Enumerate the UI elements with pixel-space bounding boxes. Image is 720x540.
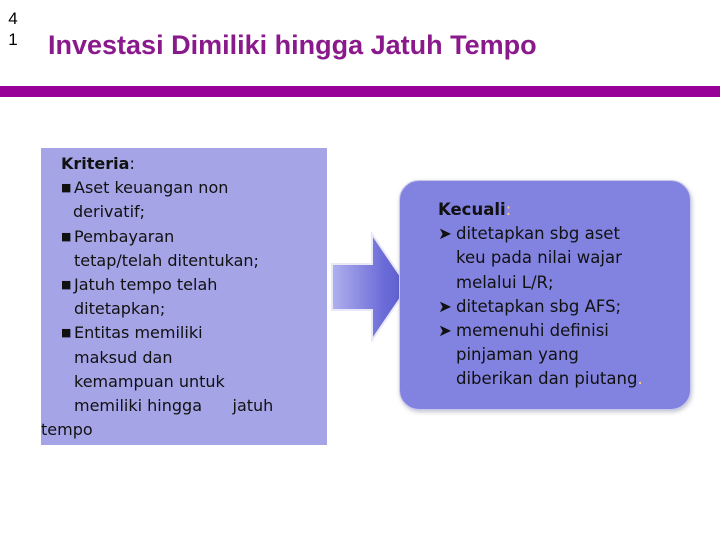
criteria-item: ■ Aset keuangan non derivatif; <box>61 178 229 222</box>
exceptions-heading: Kecuali: <box>438 200 512 219</box>
criteria-heading: Kriteria: <box>61 154 135 173</box>
arrowhead-bullet-icon: ➤ <box>438 321 452 341</box>
final-dot: . <box>637 369 643 389</box>
right-arrow-icon <box>330 232 410 342</box>
exceptions-item: ➤ ditetapkan sbg aset keu pada nilai wajar melalui L/R; <box>438 224 622 292</box>
slide-number <box>6 8 20 50</box>
exceptions-box <box>399 180 691 410</box>
square-bullet-icon: ■ <box>61 326 72 340</box>
criteria-box <box>41 148 327 445</box>
exceptions-item: ➤ memenuhi definisi pinjaman yang diberikan dan piutang. <box>438 321 643 389</box>
criteria-tail-text: tempo <box>41 420 93 440</box>
criteria-item: ■ Entitas memiliki maksud dan kemampuan untuk memiliki hingga jatuh <box>61 323 274 416</box>
exceptions-last-line: diberikan dan piutang <box>456 369 638 389</box>
arrowhead-bullet-icon: ➤ <box>438 224 452 244</box>
arrowhead-bullet-icon: ➤ <box>438 296 452 316</box>
criteria-item: ■ Jatuh tempo telah ditetapkan; <box>61 275 218 319</box>
slide-title: Investasi Dimiliki hingga Jatuh Tempo <box>48 30 537 60</box>
slide-number-digit-2: 1 <box>8 30 18 49</box>
title-underline-bar <box>0 86 720 97</box>
criteria-item: ■ Pembayaran tetap/telah ditentukan; <box>61 226 259 270</box>
exceptions-item: ➤ ditetapkan sbg AFS; <box>438 295 684 319</box>
square-bullet-icon: ■ <box>61 181 72 195</box>
square-bullet-icon: ■ <box>61 229 72 243</box>
slide-number-digit-1: 4 <box>8 9 18 28</box>
square-bullet-icon: ■ <box>61 278 72 292</box>
